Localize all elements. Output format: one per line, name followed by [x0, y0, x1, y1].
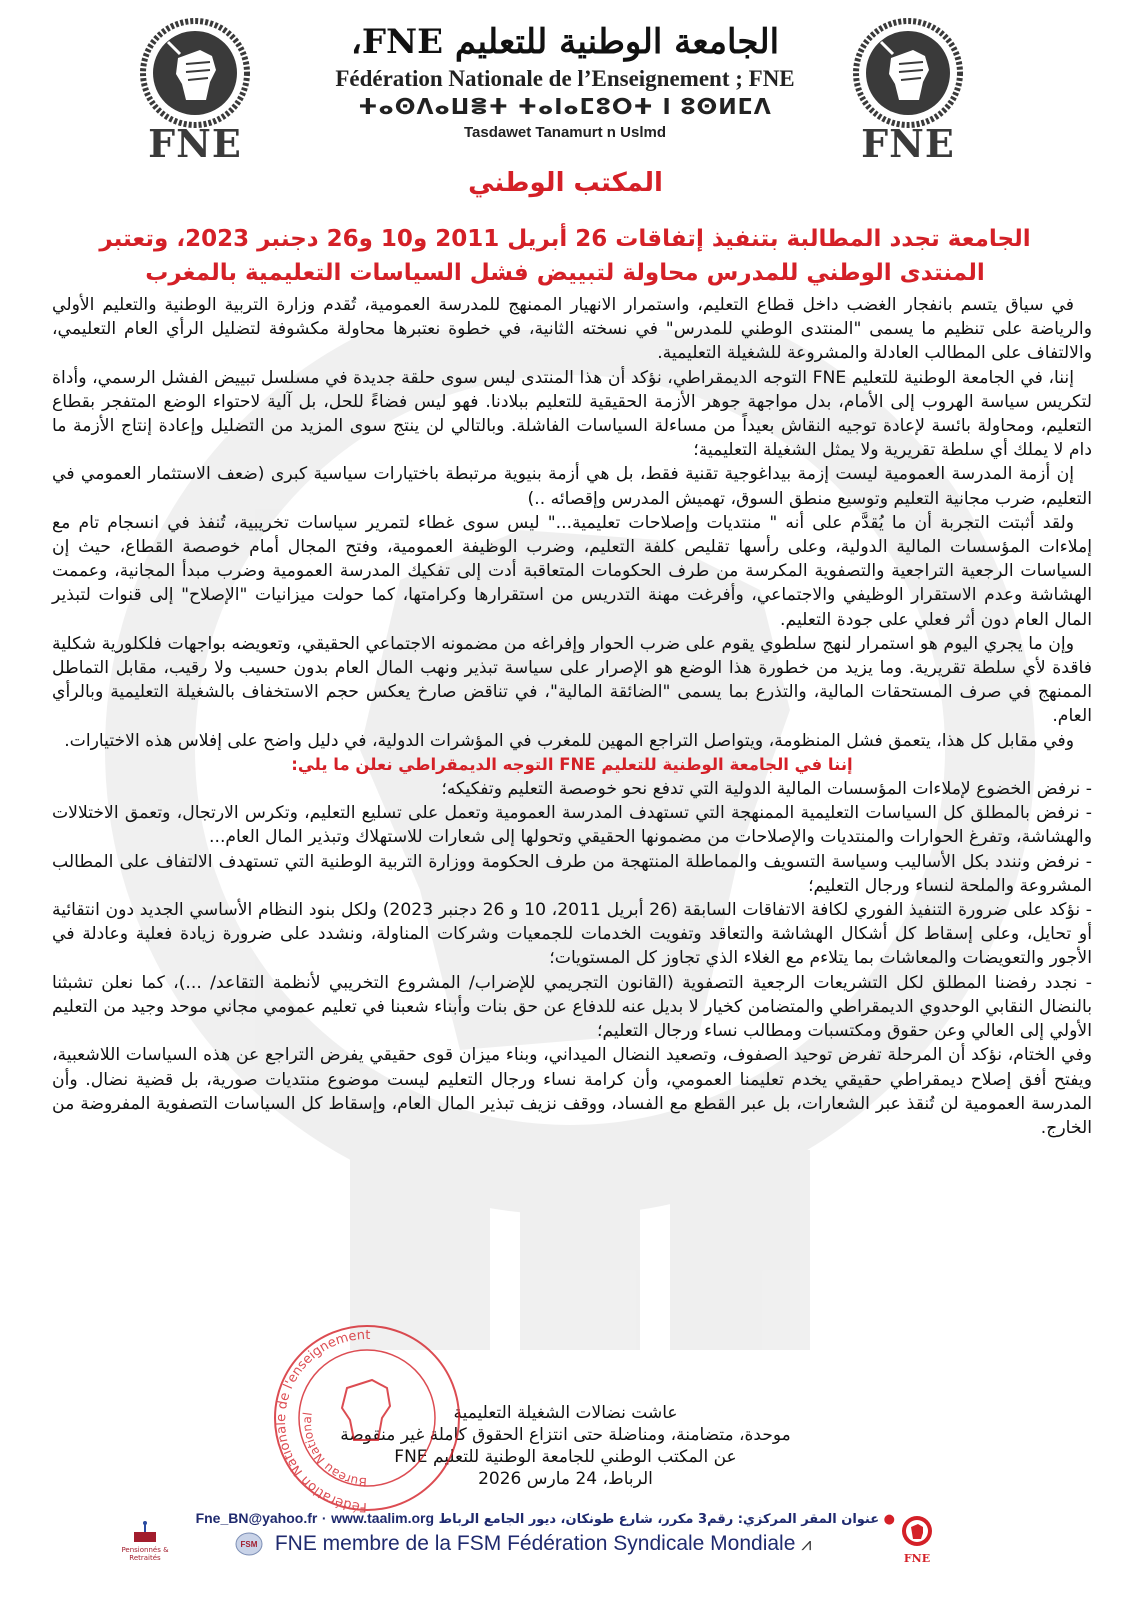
org-name-tifinagh: ⵜⴰⵙⴷⴰⵡⴻⵜ ⵜⴰⵏⴰⵎⵓⵔⵜ ⵏ ⵓⵙⵍⵎⴷ — [358, 95, 772, 120]
closing-slogan: عاشت نضالات الشغيلة التعليمية — [453, 1403, 678, 1423]
footer-address: عنوان المقر المركزي: رقم3 مكرر، شارع طونكان، ديور الجامع الرباط — [438, 1512, 880, 1527]
demand-item: - نرفض ونندد بكل الأساليب وسياسة التسويف والمماطلة المنتهجة من طرف الحكومة ووزارة التربية الوطنية التي تستهدف الالتفاف على المطالب المشروعة والملحة لنساء ورجال التعليم؛ — [52, 851, 1092, 896]
fsm-logo-text: FSM — [240, 1540, 258, 1550]
fne-logo-right — [838, 18, 978, 168]
retirees-logo — [120, 1520, 170, 1570]
stamp-inner-text: Bureau National — [299, 1411, 368, 1490]
body-paragraph: إن أزمة المدرسة العمومية ليست إزمة بيداغوجية تقنية فقط، بل هي أزمة بنيوية مرتبطة باختيارات سياسية كبرى (ضعف الاستثمار العمومي في التعليم، ضرب مجانية التعليم وتوسيع منطق السوق، تهميش المدرس وإقصائه ..) — [52, 464, 1092, 509]
statement-title — [60, 222, 1070, 290]
statement-title-line: الجامعة تجدد المطالبة بتنفيذ إتفاقات 26 أبريل 2011 و10 و26 دجنبر 2023، وتعتبر — [99, 226, 1031, 252]
body-paragraph: في سياق يتسم بانفجار الغضب داخل قطاع التعليم، واستمرار الانهيار الممنهج للمدرسة العمومية، تُقدم وزارة التربية الوطنية والتعليم الأولي والرياضة على تنظيم ما يسمى "المنتدى الوطني للمدرس" في نسخته الثانية، في خطوة نعتبرها محاولة مكشوفة لتضليل الرأي العام التعليمي، والالتفاف على المطالب العادلة والمشروعة للشغيلة التعليمية. — [52, 295, 1092, 364]
fne-logo-text: FNE — [148, 121, 242, 166]
raised-fist-red-icon — [900, 1514, 934, 1548]
demand-item: - نرفض بالمطلق كل السياسات التعليمية الممنهجة التي تستهدف المدرسة العمومية وتعمل على تسليع التعليم، وتكرس الارتجال، وتعمق الاختلالات والهشاشة، وتفرغ الحوارات والمنتديات والإصلاحات من مضمونها الحقيقي وتحولها إلى شعارات للاستهلاك وتبذير المال العام... — [52, 803, 1092, 848]
fne-logo-text: FNE — [861, 121, 955, 166]
footer-website[interactable]: www.taalim.org — [331, 1510, 435, 1526]
closing-place-date: الرباط، 24 مارس 2026 — [478, 1469, 653, 1489]
raised-fist-icon — [140, 18, 250, 128]
footer-contact-line — [170, 1510, 895, 1527]
body-paragraph: وفي مقابل كل هذا، يتعمق فشل المنظومة، ويتواصل التراجع المهين للمغرب في المؤشرات الدولية، في دليل واضح على إفلاس هذه الاختيارات. — [64, 730, 1074, 751]
fne-logo-left — [125, 18, 265, 168]
fne-logo-small — [892, 1514, 942, 1568]
footer — [0, 1510, 1131, 1570]
declaration-heading: إننا في الجامعة الوطنية للتعليم FNE التوجه الديمقراطي نعلن ما يلي: — [291, 754, 853, 774]
body-paragraph: ولقد أثبتت التجربة أن ما يُقدَّم على أنه " منتديات وإصلاحات تعليمية..." ليس سوى غطاء لتمرير سياسات تخريبية، تُنفذ في انسجام تام مع إملاءات المؤسسات المالية الدولية، وعلى رأسها تقليص كلفة التعليم، وضرب الوظيفة العمومية، وفتح المجال أمام خوصصة القطاع، حيث إن السياسات الرجعية التراجعية والتصفوية المكرسة من طرف الحكومات المتعاقبة أدت إلى تفكيك المدرسة العمومية وضرب مبدأ المجانية، وعممت الهشاشة وعدم الاستقرار الوظيفي والاجتماعي، وأفرغت مهنة التدريس من استقرارها وكرامتها، كما حولت ميزانيات "الإصلاح" إلى قنوات لتبذير المال العام دون أثر فعلي على جودة التعليم. — [52, 512, 1092, 630]
footer-membership: FNE membre de la FSM Fédération Syndicale Mondiale — [274, 1532, 796, 1555]
bureau-heading: المكتب الوطني — [468, 168, 663, 198]
statement-title-line: المنتدى الوطني للمدرس محاولة لتبييض فشل السياسات التعليمية بالمغرب — [145, 260, 985, 286]
fsm-globe-icon — [235, 1532, 263, 1556]
org-name-amazigh-latin: Tasdawet Tanamurt n Uslmd — [464, 124, 666, 141]
raised-fist-icon — [853, 18, 963, 128]
closing-block — [0, 1402, 1131, 1490]
letterhead-titles — [290, 20, 840, 144]
org-name-arabic: الجامعة الوطنية للتعليم FNE، — [350, 22, 780, 62]
org-name-french: Fédération Nationale de l’Enseignement ; FNE — [335, 66, 795, 91]
retirees-icon — [130, 1520, 160, 1544]
body-paragraph: إننا، في الجامعة الوطنية للتعليم FNE التوجه الديمقراطي، نؤكد أن هذا المنتدى ليس سوى حلقة جديدة في مسلسل تبييض الفشل الرسمي، وأداة لتكريس سياسة الهروب إلى الأمام، بدل مواجهة جوهر الأزمة الحقيقية للتعليم ببلادنا. فهو ليس فضاءً للحل، بل آلية لاحتواء الوضع المتفجر بقطاع التعليم، ومحاولة بائسة لإعادة توجيه النقاش بعيداً من مساءلة السياسات الفاشلة. وبالتالي لن ينتج سوى المزيد من التضليل وإعادة إنتاج الأزمة ما دام لا يملك أي سلطة تقريرية ولا يمثل الشغيلة التعليمية؛ — [52, 367, 1092, 461]
solidarity-icon: ⩘ — [801, 1534, 812, 1554]
body-paragraph: وإن ما يجري اليوم هو استمرار لنهج سلطوي يقوم على ضرب الحوار وإفراغه من مضمونه الاجتماعي الحقيقي، وتعويضه بواجهات فلكلورية شكلية فاقدة لأي سلطة تقريرية. وما يزيد من خطورة هذا الوضع هو الإصرار على سياسة تبذير ونهب المال العام بدون حسيب ولا رقيب، مقابل التماطل الممنهج في صرف المستحقات المالية، والتذرع بما يسمى "الضائقة المالية"، في تناقض صارخ يعكس حجم الاستخفاف بالشغيلة التعليمية وبالرأي العام. — [52, 633, 1092, 727]
demand-item: - نؤكد على ضرورة التنفيذ الفوري لكافة الاتفاقات السابقة (26 أبريل 2011، 10 و 26 دجنبر 2023) ولكل بنود النظام الأساسي الجديد دون انتقائية أو تحايل، وعلى إسقاط كل أشكال الهشاشة والتعاقد وتفويت الخدمات للجمعيات وشركات المناولة، ونشدد على ضرورة زيادة فعلية وعادلة في الأجور والتعويضات والمعاشات بما يتلاءم مع الغلاء الذي تجاوز كل المستويات؛ — [52, 900, 1092, 969]
footer-email[interactable]: Fne_BN@yahoo.fr — [195, 1510, 318, 1526]
closing-signature: عن المكتب الوطني للجامعة الوطنية للتعليم FNE — [394, 1447, 737, 1467]
demand-item: - نجدد رفضنا المطلق لكل التشريعات الرجعية التصفوية (القانون التجريمي للإضراب/ المشروع التخريبي لأنظمة التقاعد/ ...)، كما نعلن تشبثنا بالنضال النقابي الوحدوي الديمقراطي والمتضامن كخيار لا بديل عنه للدفاع عن حق بنات وأبناء شعبنا في تعليم عمومي مجاني موحد وجيد من التعليم الأولي إلى العالي وعن حقوق ومكتسبات ومطالب نساء ورجال التعليم؛ — [52, 972, 1092, 1042]
footer-separator: · — [321, 1510, 327, 1526]
conclusion-paragraph: وفي الختام، نؤكد أن المرحلة تفرض توحيد الصفوف، وتصعيد النضال الميداني، وبناء ميزان قوى حقيقي يفرض التراجع عن هذه السياسات اللاشعبية، ويفتح أفق إصلاح ديمقراطي حقيقي يخدم تعليمنا العمومي، وأن كرامة نساء ورجال التعليم ليست موضوع منتديات صورية، بل قضية نضال. وأن المدرسة العمومية لن تُنقذ عبر الشعارات، بل عبر القطع مع الفساد، ووقف نزيف تبذير المال العام، وإسقاط كل السياسات التصفوية المفروضة من الخارج. — [52, 1045, 1092, 1138]
fne-logo-small-text: FNE — [903, 1552, 931, 1565]
closing-motto: موحدة، متضامنة، ومناضلة حتى انتزاع الحقوق كاملة غير منقوصة — [340, 1425, 791, 1445]
location-icon: ● — [883, 1512, 895, 1527]
retirees-logo-text: Pensionnés & Retraités — [121, 1546, 169, 1562]
demand-item: - نرفض الخضوع لإملاءات المؤسسات المالية الدولية التي تدفع نحو خوصصة التعليم وتفكيكه؛ — [441, 779, 1092, 800]
footer-membership-line — [235, 1532, 835, 1556]
stamp-outer-text: Fédération Nationale de l'enseignement — [273, 1327, 371, 1515]
statement-body — [52, 293, 1092, 1140]
